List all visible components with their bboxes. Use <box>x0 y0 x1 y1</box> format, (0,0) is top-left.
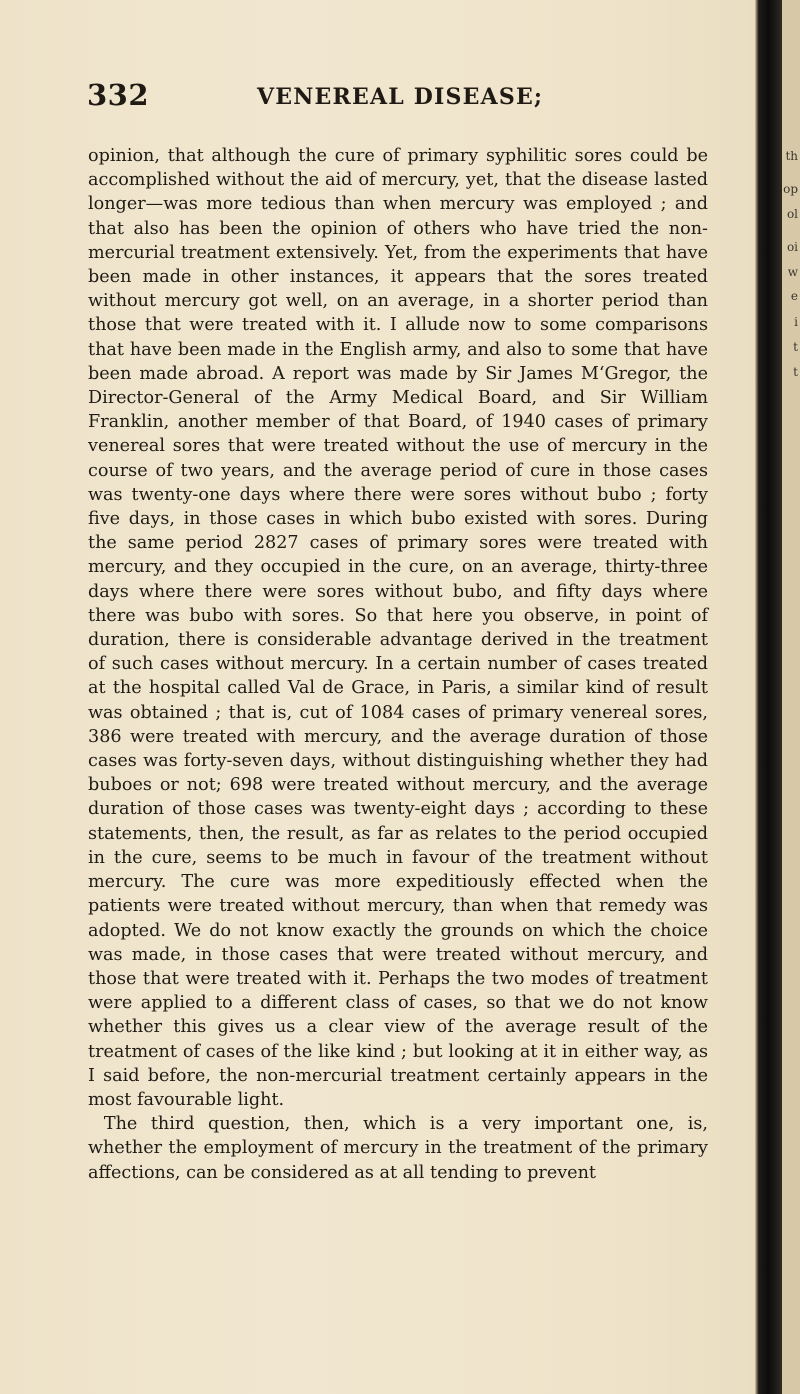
running-title: VENEREAL DISEASE; <box>257 84 544 110</box>
page-number: 332 <box>87 78 150 112</box>
bleed-fragment: t <box>793 365 798 379</box>
bleed-fragment: op <box>783 182 798 196</box>
adjacent-page-edge <box>782 0 800 1394</box>
bleed-fragment: t <box>793 340 798 354</box>
paragraph-2: The third question, then, which is a very important one, is, whether the employment of mercury in the treatment of the primary affections, can be considered as at all tending to prevent <box>88 1114 708 1183</box>
bleed-fragment: i <box>794 315 798 329</box>
paragraph-1: opinion, that although the cure of primary syphilitic sores could be accomplished without the aid of mercury, yet, that the disease lasted longer—was more tedious than when mercury was employed ; and that also has been the opinion of others who have tried the non-mercurial treatment extensively. Yet, from the experiments that have been made in other instances, it appears that the sores treated without mercury got well, on an average, in a shorter period than those that were treated with it. I allude now to some comparisons that have been made in the English army, and also to some that have been made abroad. A report was made by Sir James M‘Gregor, the Director-General of the Army Medical Board, and Sir William Franklin, another member of that Board, of 1940 cases of primary venereal sores that were treated without the use of mercury in the course of two years, and the average period of cure in those cases was twenty-one days where there were sores without bubo ; forty five days, in those cases in which bubo existed with sores. During the same period 2827 cases of primary sores were treated with mercury, and they occupied in the cure, on an average, thirty-three days where there were sores without bubo, and fifty days where there was bubo with sores. So that here you observe, in point of duration, there is considerable advantage derived in the treatment of such cases without mercury. In a certain number of cases treated at the hospital called Val de Grace, in Paris, a similar kind of result was obtained ; that is, cut of 1084 cases of primary venereal sores, 386 were treated with mercury, and the average duration of those cases was forty-seven days, without distinguishing whether they had buboes or not; 698 were treated without mercury, and the average duration of those cases was twenty-eight days ; according to these statements, then, the result, as far as relates to the period occupied in the cure, seems to be much in favour of the treatment without mercury. The cure was more expeditiously effected when the patients were treated without mercury, than when that remedy was adopted. We do not know exactly the grounds on which the choice was made, in those cases that were treated without mercury, and those that were treated with it. Perhaps the two modes of treatment were applied to a different class of cases, so that we do not know whether this gives us a clear view of the average result of the treatment of cases of the like kind ; but looking at it in either way, as I said before, the non-mercurial treatment certainly appears in the most favourable light. <box>88 146 708 1110</box>
bleed-fragment: ol <box>786 207 798 221</box>
page-header <box>87 78 707 118</box>
bleed-fragment: w <box>787 265 798 279</box>
bleed-fragment: oi <box>786 240 798 254</box>
body-text <box>88 144 708 1185</box>
bleed-fragment: th <box>785 149 798 163</box>
bleed-fragment: e <box>790 289 798 303</box>
